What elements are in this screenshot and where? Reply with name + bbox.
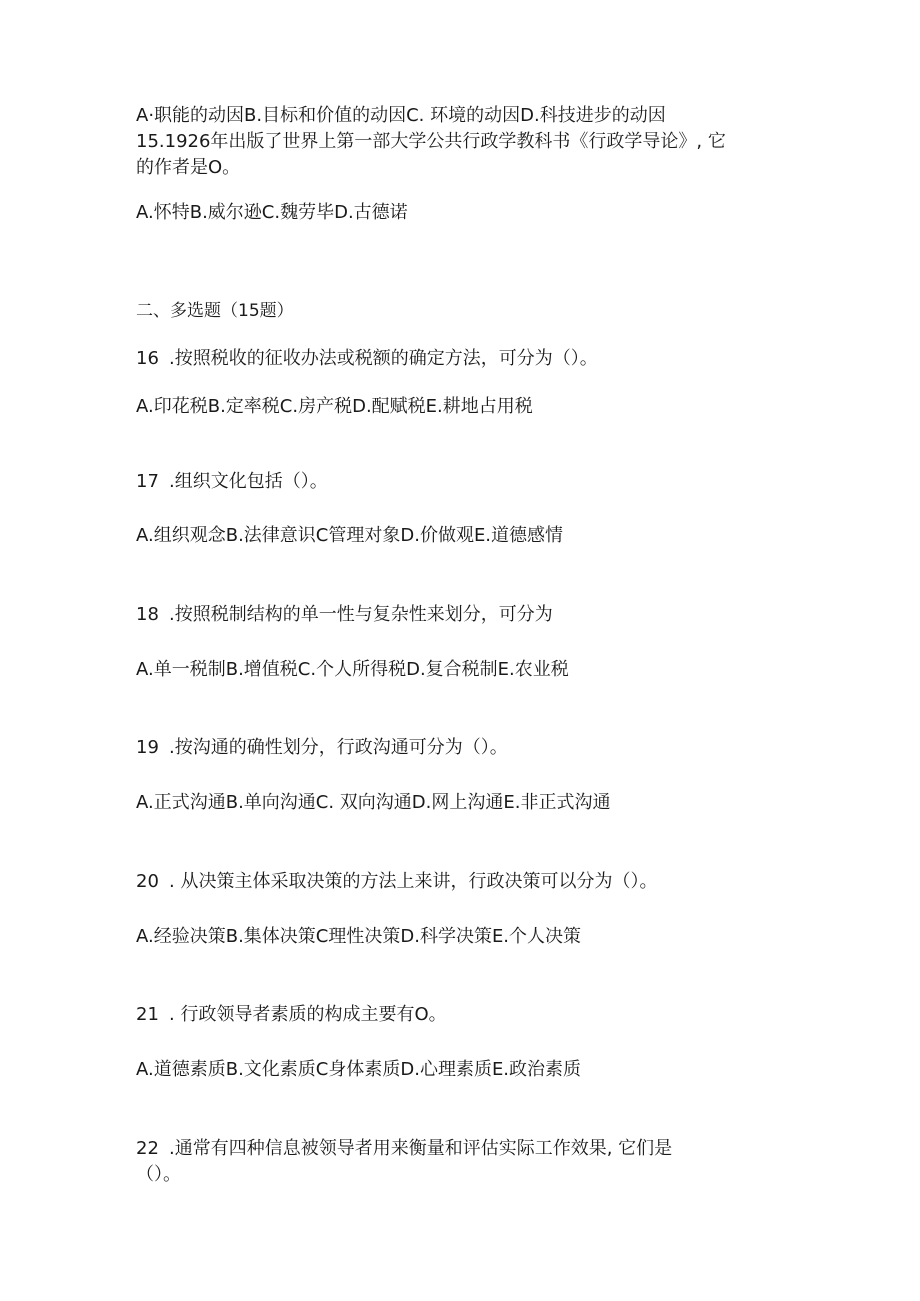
question-text: .组织文化包括（）。 (169, 471, 328, 492)
question-text: .按沟通的确性划分，行政沟通可分为（）。 (169, 737, 508, 758)
question-19-options: A.正式沟通B.单向沟通C. 双向沟通D.网上沟通E.非正式沟通 (136, 792, 611, 813)
section-heading-multiple-choice: 二、多选题（15题） (136, 301, 294, 321)
question-number: 18 (136, 604, 159, 625)
q15-question-line-2: 的作者是O。 (136, 157, 241, 178)
question-19 (136, 735, 508, 761)
question-text: .通常有四种信息被领导者用来衡量和评估实际工作效果, 它们是 (169, 1138, 673, 1159)
question-text: . 从决策主体采取决策的方法上来讲，行政决策可以分为（）。 (169, 871, 658, 892)
question-text: .按照税收的征收办法或税额的确定方法，可分为（）。 (169, 348, 598, 369)
question-text: .按照税制结构的单一性与复杂性来划分，可分为 (169, 604, 553, 625)
question-18-options: A.单一税制B.增值税C.个人所得税D.复合税制E.农业税 (136, 659, 569, 680)
question-16 (136, 346, 598, 372)
question-22-continuation: （）。 (136, 1164, 181, 1185)
question-number: 17 (136, 471, 159, 492)
question-16-options: A.印花税B.定率税C.房产税D.配赋税E.耕地占用税 (136, 396, 533, 417)
question-22 (136, 1136, 672, 1162)
question-20-options: A.经验决策B.集体决策C理性决策D.科学决策E.个人决策 (136, 926, 582, 947)
question-number: 21 (136, 1004, 159, 1025)
question-text: . 行政领导者素质的构成主要有O。 (169, 1004, 447, 1025)
question-18 (136, 602, 553, 628)
question-20 (136, 869, 657, 895)
question-21 (136, 1002, 447, 1028)
question-17-options: A.组织观念B.法律意识C管理对象D.价做观E.道德感情 (136, 525, 564, 546)
question-number: 16 (136, 348, 159, 369)
question-number: 22 (136, 1138, 159, 1159)
question-number: 20 (136, 871, 159, 892)
q14-options: A·职能的动因B.目标和价值的动因C. 环境的动因D.科技进步的动因 (136, 105, 666, 126)
question-17 (136, 469, 328, 495)
question-21-options: A.道德素质B.文化素质C身体素质D.心理素质E.政治素质 (136, 1059, 582, 1080)
q15-options: A.怀特B.威尔逊C.魏劳毕D.古德诺 (136, 202, 408, 223)
question-number: 19 (136, 737, 159, 758)
q15-question-line-1: 15.1926年出版了世界上第一部大学公共行政学教科书《行政学导论》, 它 (136, 131, 726, 152)
